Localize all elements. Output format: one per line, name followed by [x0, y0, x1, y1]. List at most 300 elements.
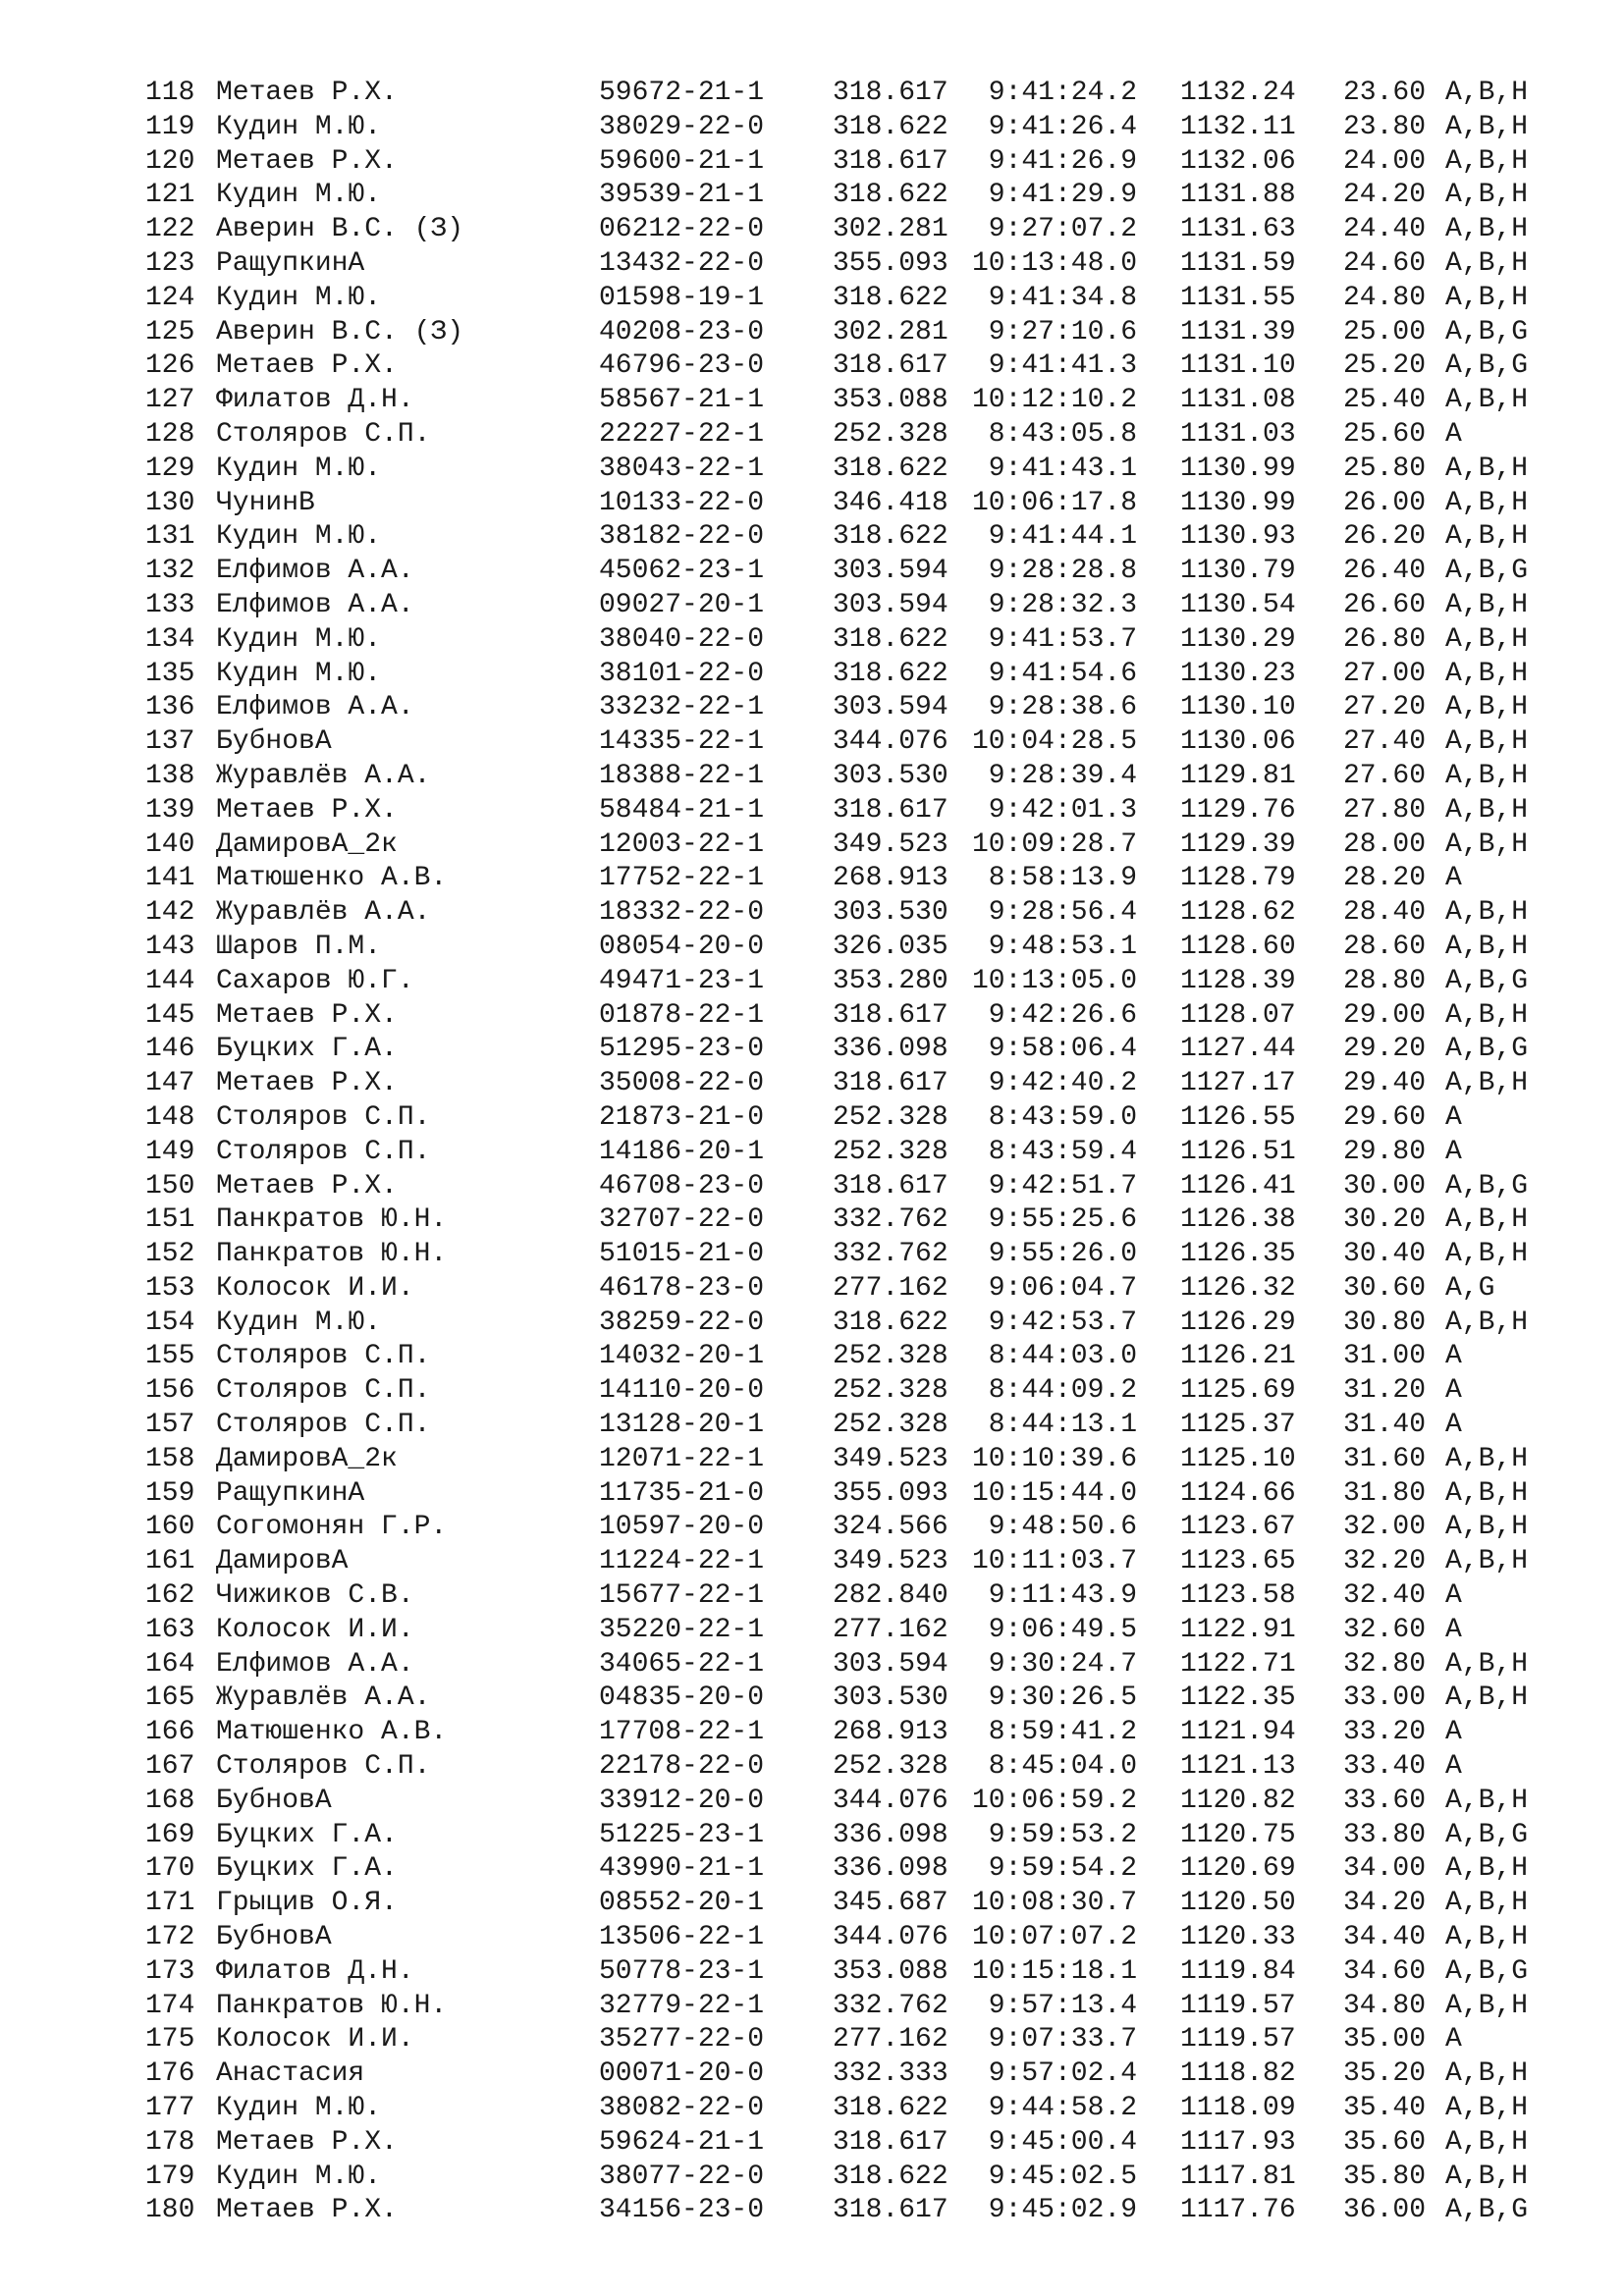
participant-name: Буцких Г.А. — [216, 1853, 398, 1885]
result-row — [145, 1990, 1540, 2024]
speed: 1130.29 — [1180, 623, 1296, 655]
result-row — [145, 1785, 1540, 1819]
place-number: 159 — [145, 1477, 195, 1509]
place-number: 121 — [145, 180, 195, 211]
classes: A,B,H — [1445, 2093, 1529, 2124]
place-number: 137 — [145, 726, 195, 758]
speed: 1125.10 — [1180, 1443, 1296, 1474]
place-number: 120 — [145, 145, 195, 177]
place-number: 147 — [145, 1068, 195, 1099]
result-row — [145, 1409, 1540, 1443]
arrival-time: 8:44:03.0 — [988, 1341, 1137, 1372]
classes: A,B,H — [1445, 897, 1529, 929]
arrival-time: 8:43:05.8 — [988, 418, 1137, 450]
result-row — [145, 111, 1540, 145]
points: 35.60 — [1343, 2126, 1427, 2158]
arrival-time: 8:59:41.2 — [988, 1717, 1137, 1748]
participant-name: Кудин М.Ю. — [216, 521, 382, 553]
place-number: 155 — [145, 1341, 195, 1372]
result-row — [145, 1238, 1540, 1272]
classes: A — [1445, 1751, 1462, 1783]
classes: A,B,H — [1445, 487, 1529, 518]
distance: 318.617 — [833, 1170, 948, 1201]
arrival-time: 8:58:13.9 — [988, 863, 1137, 894]
classes: A,B,H — [1445, 692, 1529, 723]
result-row — [145, 1955, 1540, 1990]
result-row — [145, 145, 1540, 180]
classes: A,B,H — [1445, 247, 1529, 279]
place-number: 136 — [145, 692, 195, 723]
result-row — [145, 965, 1540, 999]
points: 29.20 — [1343, 1034, 1427, 1065]
points: 29.80 — [1343, 1136, 1427, 1167]
place-number: 154 — [145, 1307, 195, 1338]
arrival-time: 10:10:39.6 — [971, 1443, 1137, 1474]
speed: 1124.66 — [1180, 1477, 1296, 1509]
distance: 336.098 — [833, 1853, 948, 1885]
result-row — [145, 1101, 1540, 1136]
speed: 1131.03 — [1180, 418, 1296, 450]
result-row — [145, 247, 1540, 282]
ring-number: 04835-20-0 — [599, 1682, 765, 1714]
ring-number: 43990-21-1 — [599, 1853, 765, 1885]
ring-number: 09027-20-1 — [599, 589, 765, 620]
classes: A,B,G — [1445, 556, 1529, 587]
participant-name: Метаев Р.Х. — [216, 78, 398, 108]
ring-number: 00071-20-0 — [599, 2058, 765, 2090]
ring-number: 17752-22-1 — [599, 863, 765, 894]
speed: 1117.76 — [1180, 2195, 1296, 2226]
ring-number: 38040-22-0 — [599, 623, 765, 655]
speed: 1119.57 — [1180, 1990, 1296, 2021]
participant-name: Кудин М.Ю. — [216, 658, 382, 689]
classes: A,B,H — [1445, 589, 1529, 620]
arrival-time: 9:42:40.2 — [988, 1068, 1137, 1099]
classes: A — [1445, 1717, 1462, 1748]
speed: 1120.69 — [1180, 1853, 1296, 1885]
speed: 1131.59 — [1180, 247, 1296, 279]
place-number: 176 — [145, 2058, 195, 2090]
points: 30.60 — [1343, 1272, 1427, 1304]
classes: A,B,H — [1445, 385, 1529, 416]
classes: A — [1445, 1375, 1462, 1407]
place-number: 156 — [145, 1375, 195, 1407]
participant-name: Столяров С.П. — [216, 1101, 431, 1133]
place-number: 160 — [145, 1512, 195, 1543]
distance: 344.076 — [833, 726, 948, 758]
classes: A,B,G — [1445, 316, 1529, 347]
classes: A,B,H — [1445, 2058, 1529, 2090]
distance: 353.088 — [833, 385, 948, 416]
participant-name: РащупкинА — [216, 1477, 365, 1509]
classes: A,G — [1445, 1272, 1495, 1304]
points: 30.20 — [1343, 1204, 1427, 1236]
participant-name: Кудин М.Ю. — [216, 2093, 382, 2124]
place-number: 145 — [145, 999, 195, 1031]
place-number: 172 — [145, 1922, 195, 1953]
result-row — [145, 658, 1540, 692]
speed: 1121.94 — [1180, 1717, 1296, 1748]
participant-name: Анастасия — [216, 2058, 365, 2090]
distance: 332.333 — [833, 2058, 948, 2090]
points: 33.00 — [1343, 1682, 1427, 1714]
arrival-time: 9:58:06.4 — [988, 1034, 1137, 1065]
points: 34.20 — [1343, 1888, 1427, 1919]
points: 26.60 — [1343, 589, 1427, 620]
result-row — [145, 1136, 1540, 1170]
arrival-time: 9:59:53.2 — [988, 1819, 1137, 1850]
points: 31.80 — [1343, 1477, 1427, 1509]
result-row — [145, 453, 1540, 487]
points: 34.40 — [1343, 1922, 1427, 1953]
place-number: 168 — [145, 1785, 195, 1816]
place-number: 170 — [145, 1853, 195, 1885]
participant-name: Грыцив О.Я. — [216, 1888, 398, 1919]
ring-number: 38182-22-0 — [599, 521, 765, 553]
points: 35.40 — [1343, 2093, 1427, 2124]
distance: 336.098 — [833, 1819, 948, 1850]
place-number: 150 — [145, 1170, 195, 1201]
distance: 252.328 — [833, 1410, 948, 1441]
points: 30.40 — [1343, 1239, 1427, 1270]
participant-name: Чижиков С.В. — [216, 1580, 414, 1612]
ring-number: 35277-22-0 — [599, 2024, 765, 2056]
arrival-time: 9:42:53.7 — [988, 1307, 1137, 1338]
points: 24.80 — [1343, 282, 1427, 313]
classes: A,B,H — [1445, 1239, 1529, 1270]
ring-number: 11224-22-1 — [599, 1546, 765, 1577]
distance: 332.762 — [833, 1204, 948, 1236]
arrival-time: 9:41:41.3 — [988, 350, 1137, 382]
points: 31.60 — [1343, 1443, 1427, 1474]
points: 24.20 — [1343, 180, 1427, 211]
speed: 1117.81 — [1180, 2161, 1296, 2192]
speed: 1130.99 — [1180, 453, 1296, 484]
participant-name: Метаев Р.Х. — [216, 1170, 398, 1201]
points: 27.00 — [1343, 658, 1427, 689]
distance: 318.622 — [833, 111, 948, 142]
participant-name: Метаев Р.Х. — [216, 145, 398, 177]
place-number: 175 — [145, 2024, 195, 2056]
classes: A — [1445, 418, 1462, 450]
points: 33.80 — [1343, 1819, 1427, 1850]
participant-name: Панкратов Ю.Н. — [216, 1239, 448, 1270]
speed: 1121.13 — [1180, 1751, 1296, 1783]
distance: 349.523 — [833, 1546, 948, 1577]
classes: A,B,H — [1445, 111, 1529, 142]
ring-number: 13432-22-0 — [599, 247, 765, 279]
distance: 318.622 — [833, 2161, 948, 2192]
distance: 324.566 — [833, 1512, 948, 1543]
classes: A — [1445, 1136, 1462, 1167]
place-number: 158 — [145, 1443, 195, 1474]
place-number: 128 — [145, 418, 195, 450]
participant-name: Колосок И.И. — [216, 1614, 414, 1645]
place-number: 130 — [145, 487, 195, 518]
speed: 1129.76 — [1180, 794, 1296, 826]
points: 35.20 — [1343, 2058, 1427, 2090]
arrival-time: 8:44:13.1 — [988, 1410, 1137, 1441]
result-row — [145, 2092, 1540, 2126]
participant-name: Столяров С.П. — [216, 1410, 431, 1441]
points: 29.60 — [1343, 1101, 1427, 1133]
speed: 1128.07 — [1180, 999, 1296, 1031]
arrival-time: 9:45:02.9 — [988, 2195, 1137, 2226]
points: 26.00 — [1343, 487, 1427, 518]
result-row — [145, 1067, 1540, 1101]
participant-name: Аверин В.С. (З) — [216, 214, 464, 245]
classes: A,B,H — [1445, 78, 1529, 108]
participant-name: Елфимов А.А. — [216, 556, 414, 587]
arrival-time: 10:12:10.2 — [971, 385, 1137, 416]
distance: 268.913 — [833, 1717, 948, 1748]
place-number: 127 — [145, 385, 195, 416]
points: 31.00 — [1343, 1341, 1427, 1372]
result-row — [145, 589, 1540, 623]
points: 31.40 — [1343, 1410, 1427, 1441]
place-number: 174 — [145, 1990, 195, 2021]
arrival-time: 9:30:26.5 — [988, 1682, 1137, 1714]
distance: 318.617 — [833, 145, 948, 177]
ring-number: 38043-22-1 — [599, 453, 765, 484]
place-number: 124 — [145, 282, 195, 313]
speed: 1125.69 — [1180, 1375, 1296, 1407]
ring-number: 59672-21-1 — [599, 78, 765, 108]
distance: 318.622 — [833, 180, 948, 211]
speed: 1130.54 — [1180, 589, 1296, 620]
distance: 353.280 — [833, 965, 948, 996]
distance: 326.035 — [833, 931, 948, 962]
points: 25.40 — [1343, 385, 1427, 416]
arrival-time: 9:57:02.4 — [988, 2058, 1137, 2090]
distance: 318.617 — [833, 350, 948, 382]
result-row — [145, 931, 1540, 965]
speed: 1126.21 — [1180, 1341, 1296, 1372]
distance: 344.076 — [833, 1785, 948, 1816]
points: 29.00 — [1343, 999, 1427, 1031]
ring-number: 14110-20-0 — [599, 1375, 765, 1407]
distance: 349.523 — [833, 1443, 948, 1474]
classes: A,B,H — [1445, 1307, 1529, 1338]
participant-name: Столяров С.П. — [216, 1136, 431, 1167]
distance: 346.418 — [833, 487, 948, 518]
result-row — [145, 1852, 1540, 1887]
participant-name: Кудин М.Ю. — [216, 282, 382, 313]
arrival-time: 9:41:26.4 — [988, 111, 1137, 142]
classes: A — [1445, 863, 1462, 894]
result-row — [145, 999, 1540, 1034]
points: 34.80 — [1343, 1990, 1427, 2021]
place-number: 142 — [145, 897, 195, 929]
ring-number: 59600-21-1 — [599, 145, 765, 177]
distance: 303.530 — [833, 897, 948, 929]
result-row — [145, 1477, 1540, 1512]
speed: 1129.39 — [1180, 828, 1296, 860]
participant-name: Метаев Р.Х. — [216, 2195, 398, 2226]
speed: 1120.33 — [1180, 1922, 1296, 1953]
result-row — [145, 1716, 1540, 1750]
ring-number: 35220-22-1 — [599, 1614, 765, 1645]
arrival-time: 9:57:13.4 — [988, 1990, 1137, 2021]
points: 30.00 — [1343, 1170, 1427, 1201]
distance: 302.281 — [833, 316, 948, 347]
ring-number: 33232-22-1 — [599, 692, 765, 723]
ring-number: 35008-22-0 — [599, 1068, 765, 1099]
result-row — [145, 623, 1540, 658]
arrival-time: 9:28:39.4 — [988, 760, 1137, 791]
arrival-time: 9:45:00.4 — [988, 2126, 1137, 2158]
speed: 1130.10 — [1180, 692, 1296, 723]
points: 33.20 — [1343, 1717, 1427, 1748]
arrival-time: 9:41:54.6 — [988, 658, 1137, 689]
ring-number: 10133-22-0 — [599, 487, 765, 518]
points: 23.80 — [1343, 111, 1427, 142]
result-row — [145, 1545, 1540, 1579]
distance: 252.328 — [833, 1101, 948, 1133]
speed: 1128.60 — [1180, 931, 1296, 962]
ring-number: 51295-23-0 — [599, 1034, 765, 1065]
arrival-time: 10:04:28.5 — [971, 726, 1137, 758]
ring-number: 34065-22-1 — [599, 1648, 765, 1680]
points: 35.80 — [1343, 2161, 1427, 2192]
speed: 1126.55 — [1180, 1101, 1296, 1133]
place-number: 169 — [145, 1819, 195, 1850]
participant-name: Столяров С.П. — [216, 418, 431, 450]
distance: 336.098 — [833, 1034, 948, 1065]
speed: 1126.35 — [1180, 1239, 1296, 1270]
distance: 318.617 — [833, 999, 948, 1031]
participant-name: Кудин М.Ю. — [216, 1307, 382, 1338]
distance: 318.622 — [833, 1307, 948, 1338]
speed: 1132.06 — [1180, 145, 1296, 177]
ring-number: 13128-20-1 — [599, 1410, 765, 1441]
classes: A,B,H — [1445, 1990, 1529, 2021]
classes: A,B,G — [1445, 1955, 1529, 1987]
place-number: 123 — [145, 247, 195, 279]
result-row — [145, 1579, 1540, 1614]
place-number: 166 — [145, 1717, 195, 1748]
classes: A,B,H — [1445, 1068, 1529, 1099]
participant-name: Метаев Р.Х. — [216, 794, 398, 826]
result-row — [145, 2194, 1540, 2228]
speed: 1120.50 — [1180, 1888, 1296, 1919]
arrival-time: 9:42:01.3 — [988, 794, 1137, 826]
arrival-time: 9:48:50.6 — [988, 1512, 1137, 1543]
result-row — [145, 1170, 1540, 1204]
ring-number: 08054-20-0 — [599, 931, 765, 962]
participant-name: Шаров П.М. — [216, 931, 382, 962]
speed: 1126.38 — [1180, 1204, 1296, 1236]
participant-name: ДамировА — [216, 1546, 349, 1577]
speed: 1123.67 — [1180, 1512, 1296, 1543]
place-number: 125 — [145, 316, 195, 347]
place-number: 132 — [145, 556, 195, 587]
distance: 332.762 — [833, 1239, 948, 1270]
ring-number: 18388-22-1 — [599, 760, 765, 791]
place-number: 140 — [145, 828, 195, 860]
classes: A,B,G — [1445, 965, 1529, 996]
points: 34.00 — [1343, 1853, 1427, 1885]
distance: 318.622 — [833, 658, 948, 689]
ring-number: 22227-22-1 — [599, 418, 765, 450]
speed: 1132.24 — [1180, 78, 1296, 108]
classes: A,B,H — [1445, 1888, 1529, 1919]
ring-number: 01598-19-1 — [599, 282, 765, 313]
points: 32.80 — [1343, 1648, 1427, 1680]
participant-name: Метаев Р.Х. — [216, 350, 398, 382]
speed: 1131.55 — [1180, 282, 1296, 313]
participant-name: Сахаров Ю.Г. — [216, 965, 414, 996]
points: 28.80 — [1343, 965, 1427, 996]
distance: 268.913 — [833, 863, 948, 894]
place-number: 138 — [145, 760, 195, 791]
ring-number: 14186-20-1 — [599, 1136, 765, 1167]
classes: A — [1445, 1614, 1462, 1645]
arrival-time: 9:44:58.2 — [988, 2093, 1137, 2124]
points: 29.40 — [1343, 1068, 1427, 1099]
place-number: 151 — [145, 1204, 195, 1236]
ring-number: 01878-22-1 — [599, 999, 765, 1031]
classes: A,B,H — [1445, 214, 1529, 245]
arrival-time: 9:27:10.6 — [988, 316, 1137, 347]
points: 32.20 — [1343, 1546, 1427, 1577]
speed: 1131.39 — [1180, 316, 1296, 347]
result-row — [145, 1648, 1540, 1682]
result-row — [145, 794, 1540, 828]
result-row — [145, 1374, 1540, 1409]
speed: 1130.99 — [1180, 487, 1296, 518]
result-row — [145, 555, 1540, 589]
speed: 1130.06 — [1180, 726, 1296, 758]
result-row — [145, 1340, 1540, 1374]
speed: 1131.88 — [1180, 180, 1296, 211]
distance: 344.076 — [833, 1922, 948, 1953]
classes: A,B,G — [1445, 350, 1529, 382]
participant-name: Метаев Р.Х. — [216, 1068, 398, 1099]
ring-number: 14335-22-1 — [599, 726, 765, 758]
participant-name: Елфимов А.А. — [216, 589, 414, 620]
ring-number: 46178-23-0 — [599, 1272, 765, 1304]
result-row — [145, 520, 1540, 555]
place-number: 173 — [145, 1955, 195, 1987]
ring-number: 21873-21-0 — [599, 1101, 765, 1133]
distance: 252.328 — [833, 1751, 948, 1783]
participant-name: БубновА — [216, 1785, 332, 1816]
ring-number: 17708-22-1 — [599, 1717, 765, 1748]
points: 31.20 — [1343, 1375, 1427, 1407]
classes: A,B,H — [1445, 282, 1529, 313]
place-number: 153 — [145, 1272, 195, 1304]
arrival-time: 9:45:02.5 — [988, 2161, 1137, 2192]
distance: 277.162 — [833, 2024, 948, 2056]
arrival-time: 9:48:53.1 — [988, 931, 1137, 962]
points: 27.40 — [1343, 726, 1427, 758]
participant-name: Буцких Г.А. — [216, 1819, 398, 1850]
points: 27.60 — [1343, 760, 1427, 791]
place-number: 149 — [145, 1136, 195, 1167]
ring-number: 12003-22-1 — [599, 828, 765, 860]
result-row — [145, 1750, 1540, 1785]
arrival-time: 10:09:28.7 — [971, 828, 1137, 860]
distance: 252.328 — [833, 1341, 948, 1372]
speed: 1132.11 — [1180, 111, 1296, 142]
points: 24.40 — [1343, 214, 1427, 245]
classes: A,B,H — [1445, 1512, 1529, 1543]
speed: 1130.23 — [1180, 658, 1296, 689]
distance: 318.622 — [833, 282, 948, 313]
classes: A,B,H — [1445, 999, 1529, 1031]
participant-name: ДамировА_2к — [216, 1443, 398, 1474]
